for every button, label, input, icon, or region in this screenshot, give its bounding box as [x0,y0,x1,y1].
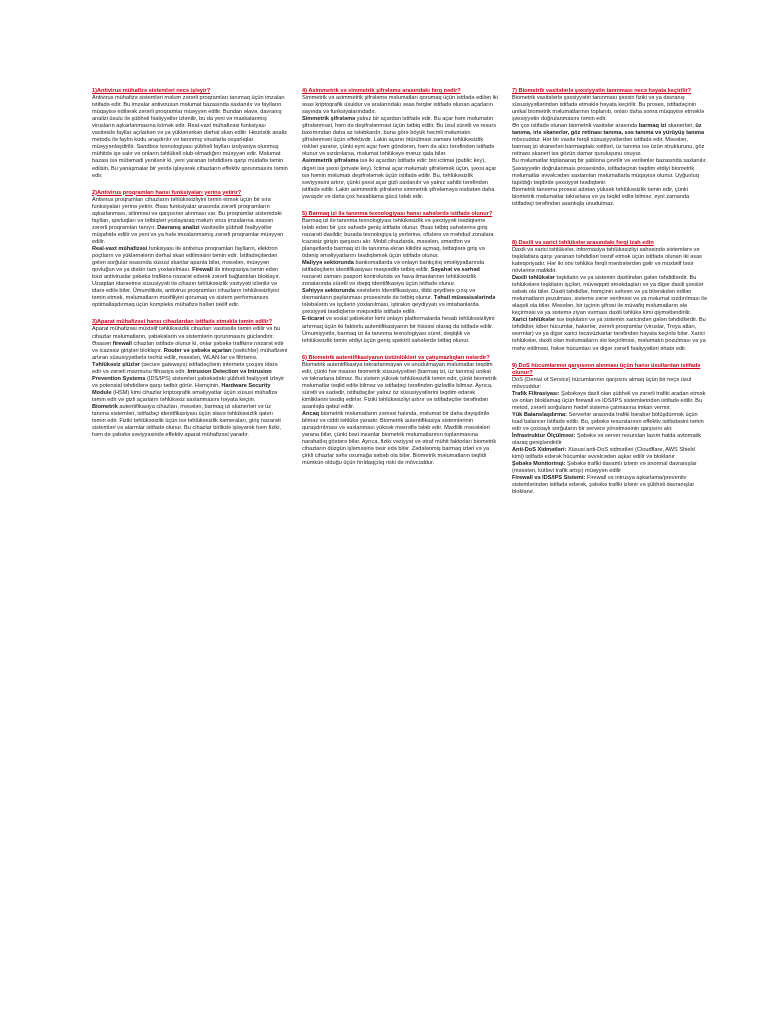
answer-paragraph: DoS (Denial of Service) hücumlarının qarşısını almaq üçün bir neçə üsul mövcuddur: [512,376,692,390]
answer-paragraph: Simmetrik şifrələmə yalnız bir açardan istifadə edir. Bu açar həm məlumatın şifrələnməsi, həm də deşifrələnməsi üçün tətbiq edilir. Bu üsul sürətli və resurs baxımından daha az tələbkardır, buna görə böyük həcmli məlumatın şifrələnməsi üçün effektivdir. Lakin açarın ötürülməsi zamanı təhlükəsizlik riskləri yaranır, çünki eyni açar həm göndərən, həm də alıcı tərəfindən istifadə olunur və sızdırılarsa, məlumat təhlükəyə məruz qala bilər. [302,116,497,158]
answer-paragraph: Bu məlumatlar toplanaraq bir şablona çevrilir və verilənlər bazasında saxlanılır. Şəxsiyyətin doğrulanması prosesində, istifadəçinin təqdim etdiyi biometrik məlumatlar əvvəlcədən saxlanılan məlumatlarla müqayisə olunur. Uyğunluq tapıldığı təqdirdə şəxsiyyət təsdiqlənir. [512,158,707,186]
answer-paragraph: Xarici təhlükələr isə təşkilatın və ya sistemin xaricindən gələn təhdidlərdir. Bu təhdidlər, kiber hücumlar, hakerlər, zərərli proqramlar (viruslar, Troya atları, wormlar) və ya digər xarici təcavüzkarlar tərəfindən həyata keçirilə bilər. Xarici təhlükələr, daxili olan məlumatların ələ keçirilməsi, məlumatın pozulması və ya məhv edilməsi, həkər hücumları və digər zərərli fəaliyyətləri əhatə edir. [512,317,706,352]
answer-paragraph: Təhlükəsiz şlüzlər (secure gateways) istifadəçilərin internetə çıxışını idarə edir və zərərli məzmunu filtrasiya edir. Intrusion Detection və Intrusion Prevention Systems (IDS/IPS) sistemləri şəbəkədəki şübhəli fəaliyyəti izləyir və potensial təhdidlərə qarşı tədbir görür. Həmçinin, Hardware Security Module (HSM) kimi cihazlar kriptoqrafik əməliyyatlar üçün xüsusi mühafizə təmin edir və gizli açarların təhlükəsiz saxlanmasını həyata keçirir. [92,361,285,403]
answer-paragraph: Maliyyə sektorunda bankomatlarda və onlayn bankçılıq əməliyyatlarında istifadəçilərin identifikasiyası məqsədilə tətbiq edilir. Səyahət və sərhəd nəzarəti zamanı pasport kontrolunda və hava limanlarının təhlükəsizlik zonalarında sürətli və dəqiq identifikasiya üçün istifadə olunur. [302,260,485,288]
answer-paragraph: İnfrastruktur Ölçülməsi: Şəbəkə və server resursları lazım halda avtomatik olaraq genişləndirilir [512,433,702,447]
question-heading: 8) Daxili və xarici təhlükələr arasındakı fərqi izah edin [512,239,654,246]
question-heading: 3)Aparat mühafizəsi hansı cihazlardan istifadə etməklə təmin edilir? [92,319,272,326]
answer-paragraph: Asimmetrik şifrələmə isə iki açardan istifadə edir: biri ictimai (public key), digəri isə şəxsi (private key). İctimai açar məlumatı şifrələmək üçün, şəxsi açar isə həmin məlumatı deşifrələmək üçün istifadə edilir. Bu, təhlükəsizlik səviyyəsini artırır, çünki şəxsi açar gizli saxlanılır və yalnız sahibi tərəfindən istifadə edilir. Lakin asimmetrik şifrələmə simmetrik şifrələməyə nisbətən daha yavaşdır və daha çox hesablama gücü tələb edir. [302,158,497,200]
answer-paragraph: Firewall və IDS/IPS Sistemi: Firewall və intrusya aşkarlama/preventiv sistemlərindən istifadə edərək, şəbəkə trafiki izlənir və şübhəli davranışlar bloklanır. [512,475,695,496]
question-heading: 5) Barmaq izi ilə tanınma texnologiyası hansı sahələrdə istifadə olunur? [302,210,493,217]
answer-paragraph: Yük Balanslaşdırma: Serverlər arasında trafiki bərabər bölüşdürmək üçün load balancer istifadə edilir. Bu, şəbəkə resurslarının effektiv istifadəsini təmin edir və çoxsaylı sorğuların bir serverə yönəlməsinin qarşısını alır. [512,411,704,432]
answer-paragraph: Daxili və xarici təhlükələr, informasiya təhlükəsizliyi sahəsində sistemlərə və təşkilatlara qarşı yaranan təhdidləri təsnif etmək üçün istifadə olunan iki əsas kateqoriyadır. Hər iki növ təhlükə fərqli mənbələrdən gəlir və müxtəlif təsir növlərinə malikdir. [512,246,702,274]
section-1 [92,88,288,180]
column-2 [302,88,498,477]
answer-paragraph: Səhiyyə sektorunda xəstələrin identifikasiyası, tibbi qeydlərə çıxış və dərmanların paylanması prosesində də tətbiq olunur. Təhsil müəssisələrində tələbələrin və işçilərin yoxlanılması, iştirakın qeydiyyatı və imtahanlarda şəxsiyyəti təsdiqləmə məqsədilə istifadə edilir. [302,288,496,316]
answer-paragraph: Ən çox istifadə olunan biometrik vasitələr arasında barmaq izi skanerləri, üz tanıma, iris skanerlər, göz retinası tanıma, səs tanıma və yürüyüş tanıma mövcuddur. Hər bir vasitə fərqli xüsusiyyətlərdən istifadə edir. Məsələn, barmaq izi skanerləri barmaqdakı xəttləri, üz tanıma isə üzün strukturunu, göz retinası skaneri isə gözün damar quruluşunu oxuyur. [512,123,705,158]
section-9 [512,363,708,497]
answer-paragraph: Anti-DoS Xidmətləri: Xüsusi anti-DoS xidmətləri (Cloudflare, AWS Shield kimi) istifadə edərək hücumlar əvvəlcədən aşkar edilir və bloklanır [512,447,695,461]
answer-paragraph: Antivirus proqramları cihazların təhlükəsizliyini təmin etmək üçün bir sıra funksiyaları yerinə yetirir. Əsas funksiyalar arasında zərərli proqramların aşkarlanması, silinməsi və qarşısının alınması var. Bu proqramlar sistemdəki faylları, qovluqları və tətbiqləri yoxlayaraq məlum virus imzalarına əsasən zərərli proqramları tanıyır. Davranış analizi vasitəsilə şübhəli fəaliyyətlər müşahidə edilir və yeni və ya hələ imzalanmamış zərərli proqramlar müəyyən edilir. [92,196,284,245]
question-heading: 1)Antivirus mühafizə sistemləri necə işləyir? [92,88,211,94]
answer-paragraph: Şəbəkə Monitorinqi: Şəbəkə trafiki davamlı izlənir və anormal davranışlar (məsələn, kütləvi trafik artışı) müəyyən edilir [512,461,697,475]
section-8 [512,240,708,353]
section-3 [92,319,288,439]
column-1 [92,88,288,449]
answer-paragraph: Biometrik autentifikasiya cihazları, məsələn, barmaq izi skanerləri və üz tanıma sistemləri, istifadəçi identifikasiyası üçün əlavə təhlükəsizlik qatını təmin edir. Fiziki təhlükəsizlik üçün isə təhlükəsizlik kameraları, giriş nəzarəti sistemləri və alarmlar istifadə olunur. Bu cihazlar birlikdə işləyərək həm fiziki, həm də şəbəkə səviyyəsində effektiv aparat mühafizəsi yaradır. [92,403,282,439]
answer-paragraph: Real-vaxt mühafizəsi funksiyası ilə antivirus proqramları faylların, elektron poçtların və yükləmələrin dərhal skan edilməsini təmin edir. İstifadəçilərdən gələn sorğular əsasında xüsusi skanlar aparıla bilər, məsələn, müəyyən qovluğun və ya diskin tam yoxlanılması. Firewall ilə inteqrasiya təmin edən bəzi antiviruslar şəbəkə trafikinə nəzarət edərək zərərli bağlantıları bloklayır. Uzaqdan idarəetmə xüsusiyyəti ilə cihazın təhlükəsizlik vəziyyəti izlənilə və idarə edilə bilər. Ümumilikdə, antivirus proqramları cihazların təhlükəsizliyini təmin etmək, məlumatların məxfiliyini qorumaq və sistem performansını optimallaşdırmaq üçün kompleks mühafizə həlləri təklif edir. [92,245,281,309]
section-6 [302,355,498,468]
answer-paragraph: Barmaq izi ilə tanınma texnologiyası təhlükəsizlik və şəxsiyyəti təsdiqləmə tələb edən bir çox sahədə geniş istifadə olunur. Əsas tətbiq sahələrinə giriş nəzarəti daxildir; burada texnologiya iş yerlərinə, ofislərə və məhdud zonalara icazəsiz girişin qarşısını alır. Mobil cihazlarda, məsələn, smartfon və planşetlərdə barmaq izi ilə tanınma ekran kilidini açmaq, tətbiqlərə giriş və ödəniş əməliyyatlarını təsdiqləmək üçün istifadə olunur. [302,217,494,260]
answer-paragraph: Simmetrik və asimmetrik şifrələmə məlumatları qorumaq üçün istifadə edilən iki əsas kriptoqrafik üsuldur və aralarındakı əsas fərqlər istifadə olunan açarların sayında və funksiyalarındadır. [302,95,498,116]
question-heading: 9) DoS hücumlarının qarşısının alınması üçün hansı üsullardan istifadə olunur? [512,362,701,376]
spacer [512,218,708,240]
answer-paragraph: Antivirus mühafizə sistemləri məlum zərərli proqramları tanımaq üçün imzaları istifadə edir. Bu imzalar antivirusun məlumat bazasında saxlanılır və faylların müqayisə edilərək zərərli proqramlar müəyyən edilir. Bundan əlavə, davranış analizi üsulu ilə şübhəli fəaliyyətlər izlənilir, bu da yeni və maskalanmış virusların aşkarlanmasına kömək edir. Real-vaxt mühafizəsi funksiyası vasitəsilə fayllar açılarkən və ya yüklənərkən dərhal skan edilir. Heuristik analiz metodu ilə faylın kodu araşdırılır və tanınmış viruslarla oxşarlıqlar müəyyənləşdirilir. Sandbox texnologiyası şübhəli faylları izolyasiya olunmuş mühitdə işə salır və onların təhlükəli olub-olmadığını müəyyən edir. Məlumat bazası isə mütəmadi yenilənir ki, yeni yaranan təhdidlərə qarşı müdafiə təmin edilsin. Bu yanaşmalar bir yerdə işləyərək cihazların effektiv qorunmasını təmin edir. [92,95,288,179]
answer-paragraph: Trafik Filtrasiyası: Şəbəkəyə daxil olan şübhəli və zərərli trafiki aradan etmək və onları bloklamaq üçün firewall və IDS/IPS sistemlərindən istifadə edilir. Bu metod, zərərli sorğuların hədəf sistemə çatmasına imkan vermir. [512,390,706,411]
answer-paragraph: Biometrik tanınma prosesi adətən yüksək təhlükəsizlik təmin edir, çünki biometrik məlumatlar təkrarlana və ya təqlid edilə bilməz, eyni zamanda istifadəçi tərəfindən asanlıqla unudulmaz. [512,186,690,207]
answer-paragraph: Daxili təhlükələr təşkilatın və ya sistemin daxilindən gələn təhdidlərdir. Bu təhlükələrə təşkilatın işçiləri, müvəqqəti əməkdaşları və ya digər daxili şəxslər səbəb ola bilər. Daxili təhdidlər, həmçinin səhvən və ya bilərəkdən edilən məlumatların pozulması, sistemə zərər verilməsi və ya məlumat sızdırılması ilə əlaqəli ola bilər. Məsələn, bir işçinin şifrəsi ilə müvafiq məlumatların ələ keçirməsi və ya sistemə ziyan vurması daxili təhlükə kimi qiymətləndirilir. [512,275,707,317]
question-heading: 7) Biometrik vasitələrlə şəxsiyyətin tanınması necə həyata keçirilir? [512,88,692,94]
question-heading: 4) Asimmetrik və simmetrik şifrələmə arasındakı fərq nədir? [302,88,461,94]
question-heading: 2)Antivirus proqramları hansı funksiyaları yerinə yetirir? [92,189,242,196]
question-heading: 6) Biometrik autentifikasiyanın üstünlükləri və çatışmazlıqları nələrdir? [302,354,490,361]
section-4 [302,88,498,201]
answer-paragraph: E-ticarət və sosial şəbəkələr kimi onlayn platformalarda hesab təhlükəsizliyini artırmaq üçün iki faktorlu autentifikasiyanın bir hissəsi olaraq da istifadə edilir. Ümumiyyətlə, barmaq izi ilə tanınma texnologiyası sürət, dəqiqlik və təhlükəsizlik təmin etdiyi üçün geniş spektrli sahələrdə tətbiq olunur. [302,316,495,344]
answer-paragraph: Ancaq biometrik məlumatların zəməsi halında, məlumat bir daha dəyişdirilə bilməz və ciddi təhlükə yaradır. Biometrik autentifikasiya sistemlərinin quraşdırılması və saxlanması yüksək məsrəflə tələb edir. Maxfilik məsələləri yarana bilər, çünki bəzi insanlar biometrik məlumatlarının toplanmasına narahatlıq göstərə bilər. Ayrıca, fiziki vəziyyət və ətraf mühit faktorları biometrik cihazların düzgün işləməsinə təsir edə bilər. Zədələnmiş barmaq izləri və ya çirkli cihazlar səhv oxumağa səbəb ola bilər. Biometrik məlumatların təqlidi mümkün olduğu üçün fırıldaqçılıq riski də mövcuddur. [302,411,497,467]
section-7 [512,88,708,208]
answer-paragraph: Aparat mühafizəsi müxtəlif təhlükəsizlik cihazları vasitəsilə təmin edilir və bu cihazlar məlumatların, şəbəkələrin və sistemlərin qorunmasını gücləndirir. Əsasən firewall cihazları istifadə olunur ki, onlar şəbəkə trafikinə nəzarət edir və icazəsiz girişləri bloklayır. Router və şəbəkə açarları (switchlər) mühafizəni artıran xüsusiyyətlərlə təchiz edilir, məsələn, WLAN-lar və filtrləmə. [92,326,288,361]
section-5 [302,211,498,345]
answer-paragraph: Biometrik autentifikasiya təkrarlanmayan və unudulmayan məlumatlar təqdim edir, çünki hər insanın biometrik xüsusiyyətləri (barmaq izi, üz tanıma) unikal və təkrarlana bilməz. Bu sistem yüksək təhlükəsizlik təmin edir, çünki biometrik məlumatlar təqlid edilə bilməz və istifadəçi tərəfindən gizlədilə bilməz. Ayrıca, sürətli və sadədir, istifadəçilər yalnız öz xüsusiyyətlərini təqdim edərək kimliklərini təsdiq edirlər. Fiziki təhlükəsizliyi artırır və istifadəçilər tərəfindən asanlıqla qəbul edilir. [302,361,497,410]
column-3 [512,88,708,506]
answer-paragraph: Biometrik vasitələrlə şəxsiyyətin tanınması şəxsin fiziki və ya davranış xüsusiyyətlərindən istifadə etməklə həyata keçirilir. Bu proses, istifadəçinin unikal biometrik məlumatlarının toplanıb, onları daha sonra müqayisə etməklə şəxsiyyətin doğrulanmasını təmin edir. [512,95,705,123]
section-2 [92,190,288,310]
